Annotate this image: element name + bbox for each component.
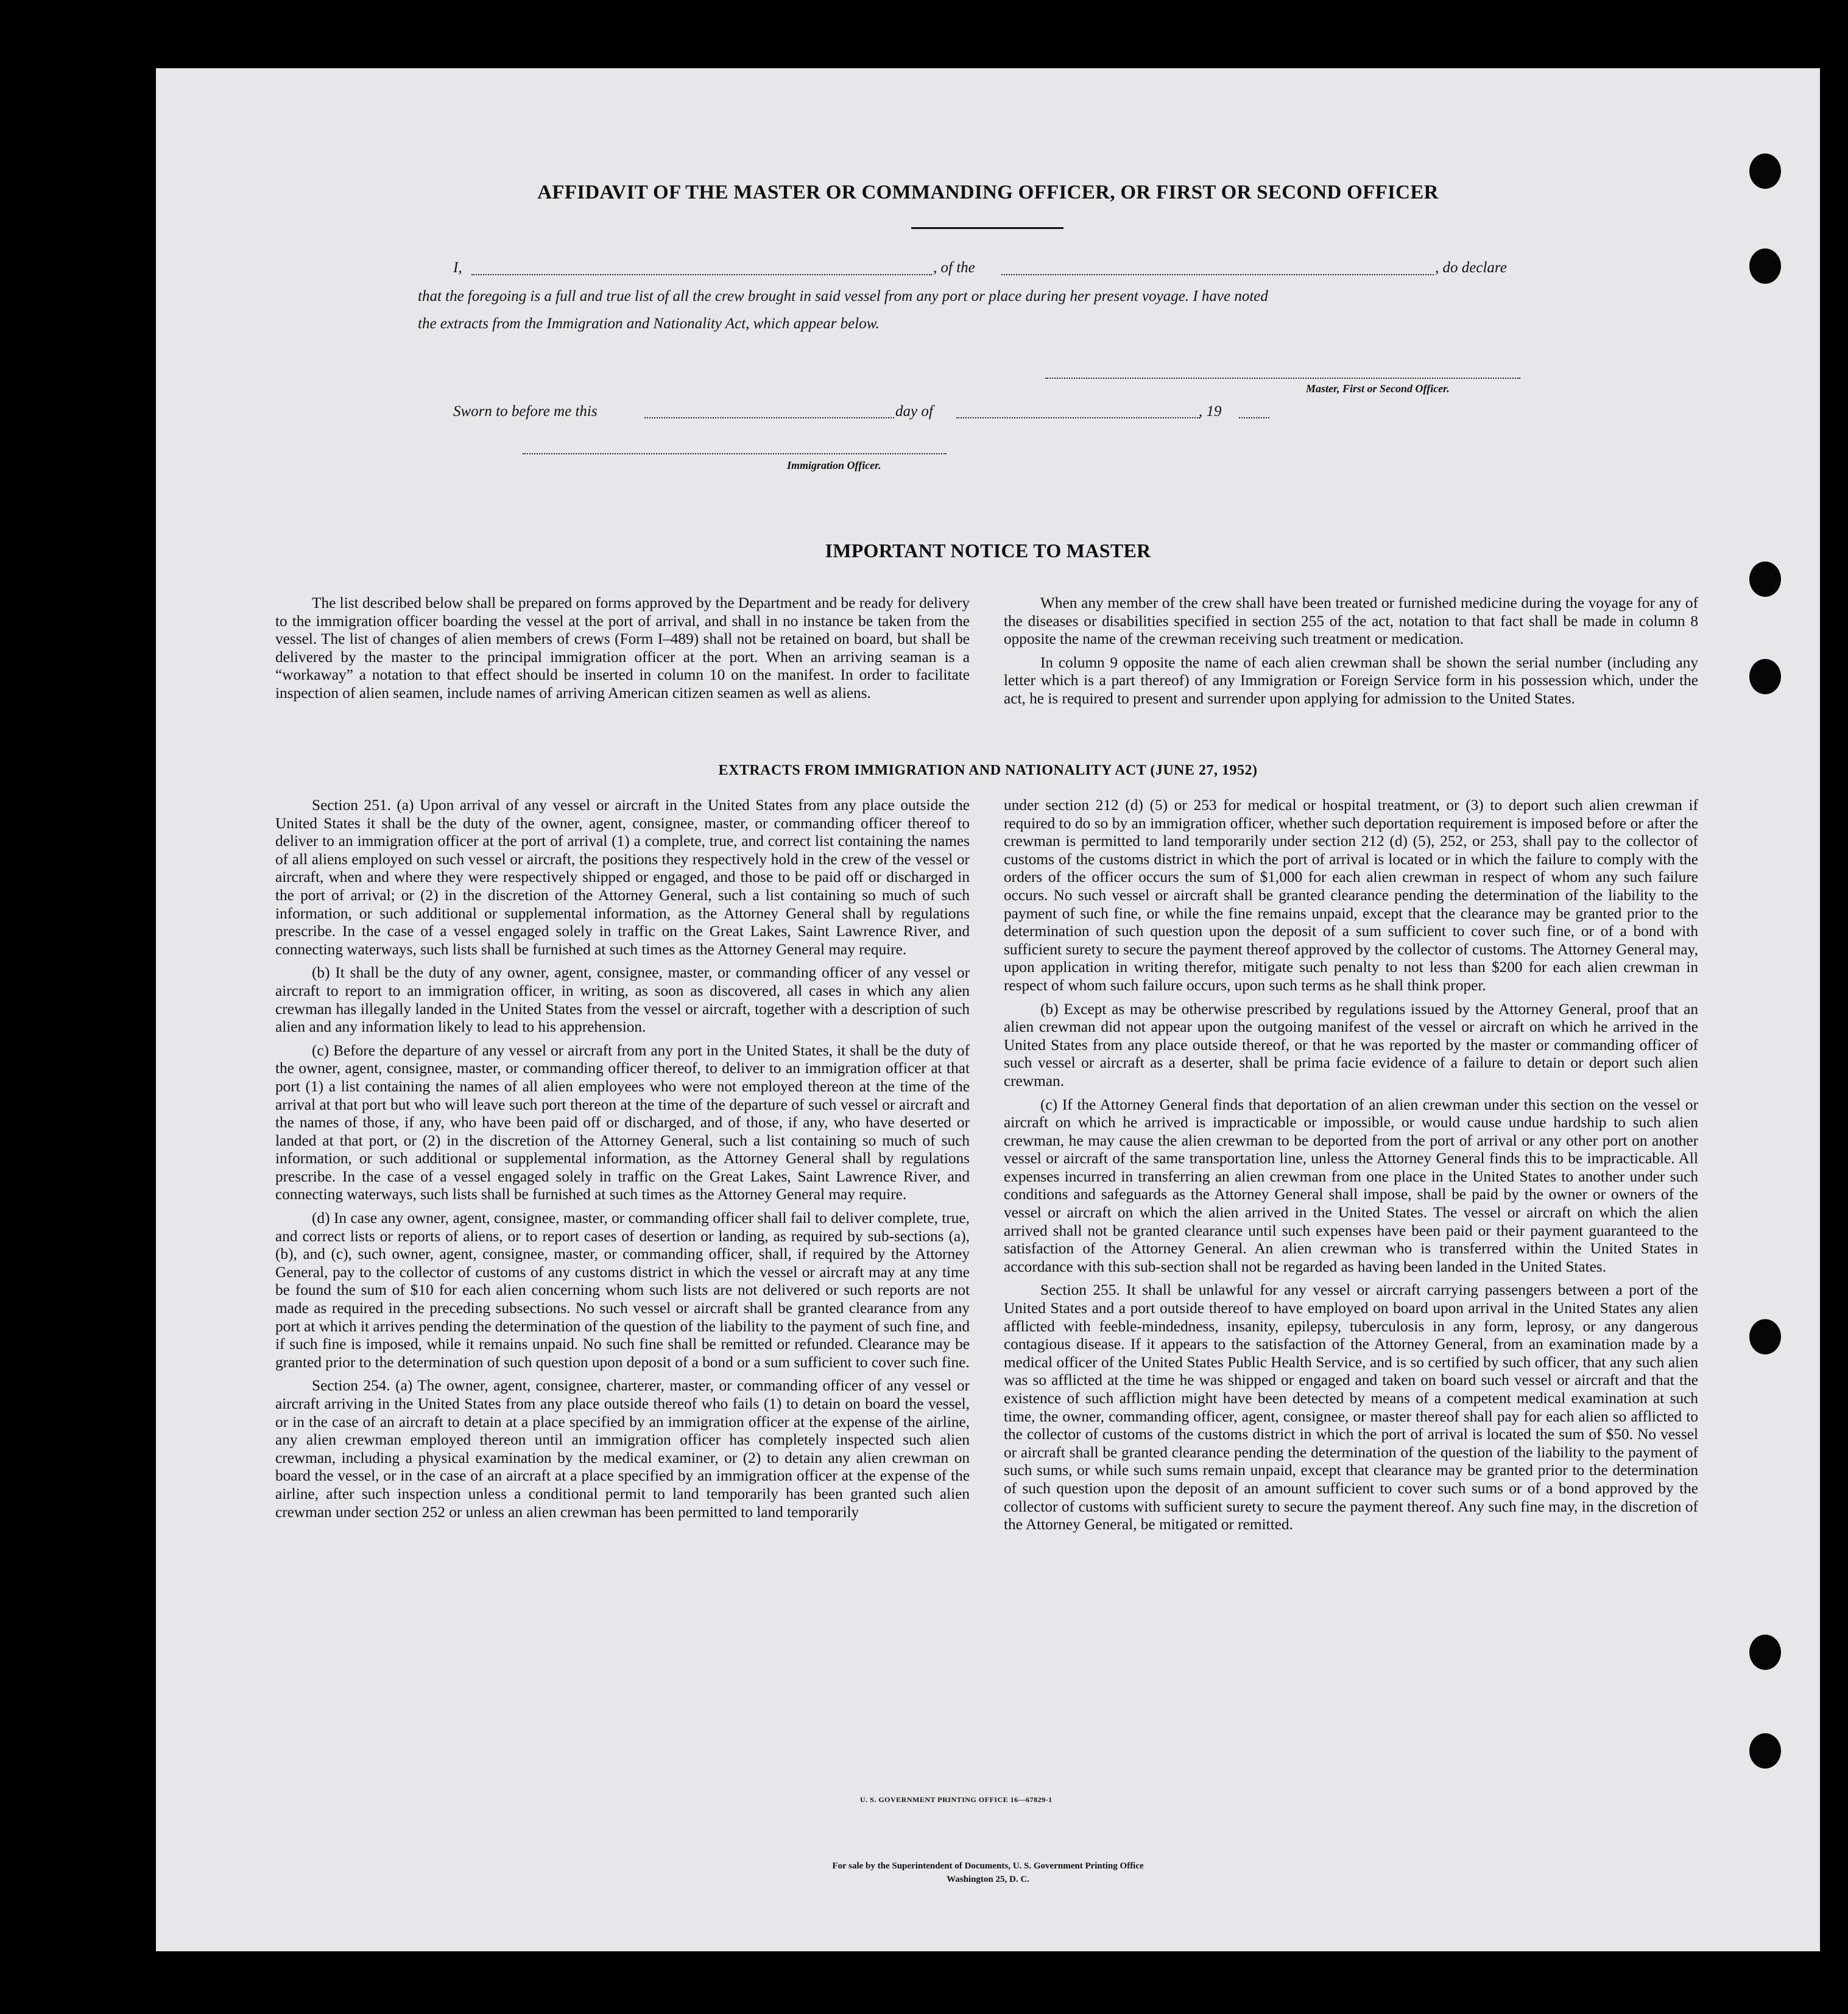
- declare-label: , do declare: [1435, 259, 1507, 276]
- binder-hole: [1749, 659, 1781, 694]
- sworn-label: Sworn to before me this: [453, 403, 598, 420]
- act-section-paragraph: (b) It shall be the duty of any owner, agent, consignee, master, or commanding officer of any vessel or aircraft to report to an immigration officer, in writing, as soon as discovered, all cases in which any alien crewman has illegally landed in the United States from the vessel or aircraft, together with a description of such alien and any information likely to lead to his apprehension.: [275, 964, 970, 1036]
- vessel-of-label: , of the: [933, 259, 975, 276]
- title-rule: [911, 227, 1063, 229]
- notice-left-column: [275, 594, 970, 708]
- act-section-paragraph: (c) Before the departure of any vessel or aircraft from any port in the United States, it shall be the duty of the owner, agent, consignee, master, or commanding officer thereof, to deliver to an immigration officer at that port (1) a list containing the names of all alien employees who were not employed thereon at the time of the arrival at that port but who will leave such port thereon at the time of the departure of such vessel or aircraft and the names of those, if any, who have been paid off or discharged, and of those, if any, who have deserted or landed at that port, or (2) in the discretion of the Attorney General, such a list containing so much of such information, or such additional or supplemental information, as the Attorney General shall by regulations prescribe. In the case of a vessel engaged solely in traffic on the Great Lakes, Saint Lawrence River, and connecting waterways, such lists shall be furnished at such times as the Attorney General may require.: [275, 1041, 970, 1203]
- document-page: [156, 68, 1820, 1951]
- binder-hole: [1749, 1733, 1781, 1769]
- immigration-officer-signature-field[interactable]: [523, 453, 947, 454]
- notice-title: IMPORTANT NOTICE TO MASTER: [825, 540, 1151, 562]
- act-section-paragraph: (b) Except as may be otherwise prescribed by regulations issued by the Attorney General, proof that an alien crewman did not appear upon the outgoing manifest of the vessel or aircraft on which he arrived in the United States from any place outside thereof, or that he was reported by the master or commanding officer of such vessel or aircraft as a deserter, shall be prima facie evidence of a failure to detain or deport such alien crewman.: [1004, 1000, 1698, 1090]
- binder-hole: [1749, 1635, 1781, 1670]
- binder-hole: [1749, 248, 1781, 284]
- binder-hole: [1749, 1319, 1781, 1354]
- notice-paragraph: The list described below shall be prepared on forms approved by the Department and be ready for delivery to the immigration officer boarding the vessel at the port of arrival, and shall in no instance be taken from the vessel. The list of changes of alien members of crews (Form I–489) shall not be retained on board, but shall be delivered by the master to the principal immigration officer at the port. When an arriving seaman is a “workaway” a notation to that effect should be inserted in column 10 on the manifest. In order to facilitate inspection of alien seamen, include names of arriving American citizen seamen as well as aliens.: [275, 594, 970, 702]
- immigration-officer-label: Immigration Officer.: [787, 459, 881, 471]
- printing-office-code: U. S. GOVERNMENT PRINTING OFFICE 16—67829-1: [860, 1795, 1053, 1804]
- sworn-day-field[interactable]: [644, 417, 894, 418]
- declarant-name-field[interactable]: [471, 274, 932, 275]
- act-section-paragraph: Section 254. (a) The owner, agent, consignee, charterer, master, or commanding officer of any vessel or aircraft arriving in the United States from any place outside thereof who fails (1) to detain on board the vessel, or in the case of an aircraft to detain at a place specified by an immigration officer at the expense of the airline, any alien crewman employed thereon until an immigration officer has completely inspected such alien crewman, including a physical examination by the medical examiner, or (2) to detain any alien crewman on board the vessel, or in the case of an aircraft at a place specified by an immigration officer at the expense of the airline, after such inspection unless a conditional permit to land temporarily has been granted such alien crewman under section 252 or unless an alien crewman has been permitted to land temporarily: [275, 1377, 970, 1521]
- binder-hole: [1749, 153, 1781, 189]
- extracts-left-column: [275, 797, 970, 1527]
- affidavit-title: AFFIDAVIT OF THE MASTER OR COMMANDING OFFICER, OR FIRST OR SECOND OFFICER: [537, 181, 1439, 203]
- act-section-paragraph: Section 251. (a) Upon arrival of any vessel or aircraft in the United States from any place outside the United States it shall be the duty of the owner, agent, consignee, master, or commanding officer thereof to deliver to an immigration officer at the port of arrival (1) a complete, true, and correct list containing the names of all aliens employed on such vessel or aircraft, the positions they respectively hold in the crew of the vessel or aircraft, when and where they were respectively shipped or engaged, and those to be paid off or discharged in the port of arrival; or (2) in the discretion of the Attorney General, such a list containing so much of such information, or such additional or supplemental information, as the Attorney General shall by regulations prescribe. In the case of a vessel engaged solely in traffic on the Great Lakes, Saint Lawrence River, and connecting waterways, such lists shall be furnished at such times as the Attorney General may require.: [275, 797, 970, 958]
- master-signature-label: Master, First or Second Officer.: [1306, 382, 1450, 395]
- day-of-label: day of: [895, 403, 933, 420]
- footer-line-1: For sale by the Superintendent of Documents, U. S. Government Printing Office: [832, 1861, 1144, 1871]
- notice-paragraph: When any member of the crew shall have been treated or furnished medicine during the voyage for any of the diseases or disabilities specified in section 255 of the act, notation to that fact shall be made in column 8 opposite the name of the crewman receiving such treatment or medication.: [1004, 594, 1698, 648]
- affidavit-body-line-2: the extracts from the Immigration and Nationality Act, which appear below.: [418, 315, 880, 332]
- affidavit-body-line-1: that the foregoing is a full and true list of all the crew brought in said vessel from any port or place during her present voyage. I have noted: [418, 288, 1268, 305]
- act-section-paragraph: (d) In case any owner, agent, consignee, master, or commanding officer shall fail to deliver complete, true, and correct lists or reports of aliens, or to report cases of desertion or landing, as required by sub-sections (a), (b), and (c), such owner, agent, consignee, master, or commanding officer, shall, if required by the Attorney General, pay to the collector of customs of any customs district in which the vessel or aircraft may at any time be found the sum of $10 for each alien concerning whom such lists are not delivered or such reports are not made as required in the preceding subsections. No such vessel or aircraft shall be granted clearance from any port at which it arrives pending the determination of the question of the liability to the payment of such fine, and if such fine is imposed, while it remains unpaid. No such fine shall be remitted or refunded. Clearance may be granted prior to the determination of such question upon deposit of a bond or a sum sufficient to cover such fine.: [275, 1209, 970, 1371]
- act-section-paragraph: under section 212 (d) (5) or 253 for medical or hospital treatment, or (3) to deport such alien crewman if required to do so by an immigration officer, whether such deportation requirement is imposed before or after the crewman is permitted to land temporarily under section 212 (d) (5), 252, or 253, shall pay to the collector of customs of the customs district in which the port of arrival is located or in which the failure to comply with the orders of the officer occurs the sum of $1,000 for each alien crewman in respect of whom any such failure occurs. No such vessel or aircraft shall be granted clearance pending the determination of the liability to the payment of such fine, or while the fine remains unpaid, except that the clearance may be granted prior to the determination of such question upon the deposit of a sum sufficient to cover such fine, or of a bond with sufficient surety to secure the payment thereof approved by the collector of customs. The Attorney General may, upon application in writing therefor, mitigate such penalty to not less than $200 for each alien crewman in respect of whom such failure occurs, upon such terms as he shall think proper.: [1004, 797, 1698, 994]
- extracts-right-column: [1004, 797, 1698, 1540]
- act-section-paragraph: Section 255. It shall be unlawful for any vessel or aircraft carrying passengers between a port of the United States and a port outside thereof to have employed on board upon arrival in the United States any alien afflicted with feeble-mindedness, insanity, epilepsy, tuberculosis in any form, leprosy, or any dangerous contagious disease. If it appears to the satisfaction of the Attorney General, from an examination made by a medical officer of the United States Public Health Service, and is so certified by such officer, that any such alien was so afflicted at the time he was shipped or engaged and taken on board such vessel or aircraft and that the existence of such affliction might have been detected by means of a competent medical examination at such time, the owner, commanding officer, agent, consignee, or master thereof shall pay for each alien so afflicted to the collector of customs of the customs district in which the port of arrival is located the sum of $50. No vessel or aircraft shall be granted clearance pending the determination of the question of the liability to the payment of such sums, or while such sums remain unpaid, except that clearance may be granted prior to the determination of such question upon the deposit of an amount sufficient to cover such sums or of a bond approved by the collector of customs with sufficient surety to secure the payment thereof. Any such fine may, in the discretion of the Attorney General, be mitigated or remitted.: [1004, 1281, 1698, 1533]
- binder-hole: [1749, 562, 1781, 597]
- extracts-title: EXTRACTS FROM IMMIGRATION AND NATIONALITY ACT (JUNE 27, 1952): [718, 762, 1258, 778]
- year-label: , 19: [1199, 403, 1222, 420]
- act-section-paragraph: (c) If the Attorney General finds that deportation of an alien crewman under this section on the vessel or aircraft on which he arrived is impracticable or impossible, or would cause undue hardship to such alien crewman, he may cause the alien crewman to be deported from the port of arrival or any other port on another vessel or aircraft of the same transportation line, unless the Attorney General finds this to be impracticable. All expenses incurred in transferring an alien crewman from one place in the United States to another under such conditions and safeguards as the Attorney General shall impose, shall be paid by the owner or owners of the vessel or aircraft on which the alien arrived in the United States. The vessel or aircraft on which the alien arrived shall not be granted clearance until such expenses have been paid or their payment guaranteed to the satisfaction of the Attorney General. An alien crewman who is transferred within the United States in accordance with this sub-section shall not be regarded as having been landed in the United States.: [1004, 1096, 1698, 1275]
- sworn-year-field[interactable]: [1239, 417, 1269, 418]
- master-signature-field[interactable]: [1045, 378, 1520, 379]
- declarant-label: I,: [453, 259, 462, 276]
- footer-line-2: Washington 25, D. C.: [947, 1875, 1029, 1884]
- vessel-name-field[interactable]: [1001, 274, 1434, 275]
- notice-right-column: [1004, 594, 1698, 714]
- notice-paragraph: In column 9 opposite the name of each alien crewman shall be shown the serial number (including any letter which is a part thereof) of any Immigration or Foreign Service form in his possession which, under the act, he is required to present and surrender upon applying for admission to the United States.: [1004, 653, 1698, 707]
- sworn-month-field[interactable]: [956, 417, 1200, 418]
